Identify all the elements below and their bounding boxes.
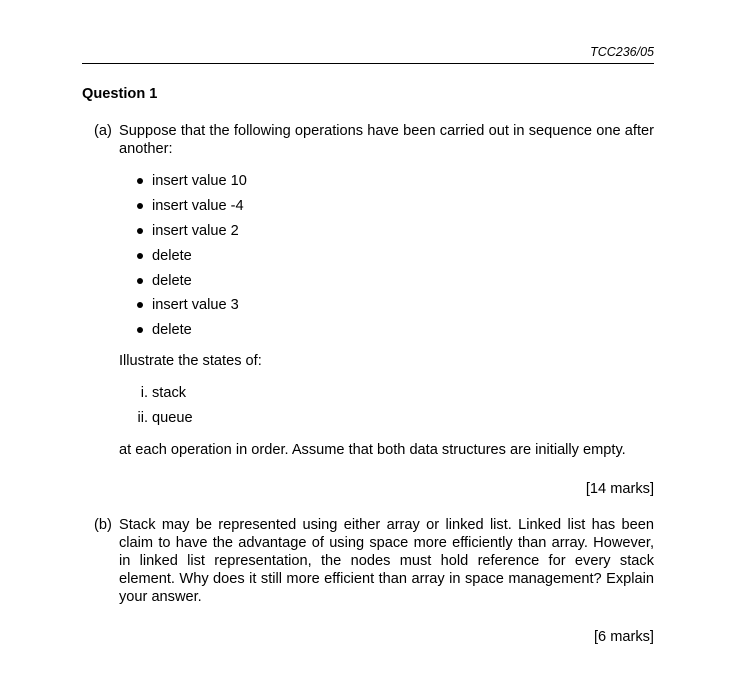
- list-item: [136, 272, 247, 297]
- bullet-icon: [137, 278, 143, 284]
- bullet-icon: [137, 178, 143, 184]
- list-item: [136, 172, 247, 197]
- header-divider: [82, 63, 654, 64]
- part-b-marks: [6 marks]: [593, 629, 654, 645]
- operation-text: delete: [152, 322, 192, 339]
- operation-text: insert value 3: [152, 297, 239, 314]
- structures-list: [134, 384, 193, 434]
- operation-text: insert value 10: [152, 173, 247, 189]
- list-item: [134, 409, 193, 434]
- operations-list: [136, 172, 247, 346]
- operation-text: insert value 2: [152, 222, 239, 239]
- operation-text: delete: [152, 247, 192, 264]
- list-item: [136, 321, 247, 346]
- bullet-icon: [137, 327, 143, 333]
- bullet-icon: [137, 203, 143, 209]
- part-a-closing: at each operation in order. Assume that both data structures are initially empty.: [119, 442, 626, 458]
- list-item: [136, 296, 247, 321]
- part-a-label: (a): [94, 123, 112, 139]
- operation-text: insert value -4: [152, 197, 244, 214]
- document-code: TCC236/05: [590, 45, 654, 59]
- part-b-label: (b): [94, 517, 112, 533]
- bullet-icon: [137, 302, 143, 308]
- roman-numeral: i.: [140, 385, 148, 401]
- part-a-illustrate: Illustrate the states of:: [119, 353, 262, 369]
- structure-text: stack: [152, 385, 187, 401]
- list-item: [136, 247, 247, 272]
- part-a-marks: [14 marks]: [585, 481, 654, 497]
- list-item: [136, 222, 247, 247]
- part-a-intro: Suppose that the following operations have been carried out in sequence one after another:: [119, 123, 654, 157]
- list-item: [136, 197, 247, 222]
- bullet-icon: [137, 253, 143, 259]
- list-item: [134, 384, 193, 409]
- operation-text: delete: [152, 272, 192, 289]
- structure-text: queue: [152, 410, 193, 426]
- bullet-icon: [137, 228, 143, 234]
- part-b-text: Stack may be represented using either array or linked list. Linked list has been claim to have the advantage of using space more efficiently than array. However, in linked list representation, the nodes must hold reference for every stack element. Why does it still more efficient than array in space management? Explain your answer.: [119, 517, 654, 605]
- question-title: Question 1: [82, 86, 158, 102]
- roman-numeral: ii.: [137, 410, 148, 426]
